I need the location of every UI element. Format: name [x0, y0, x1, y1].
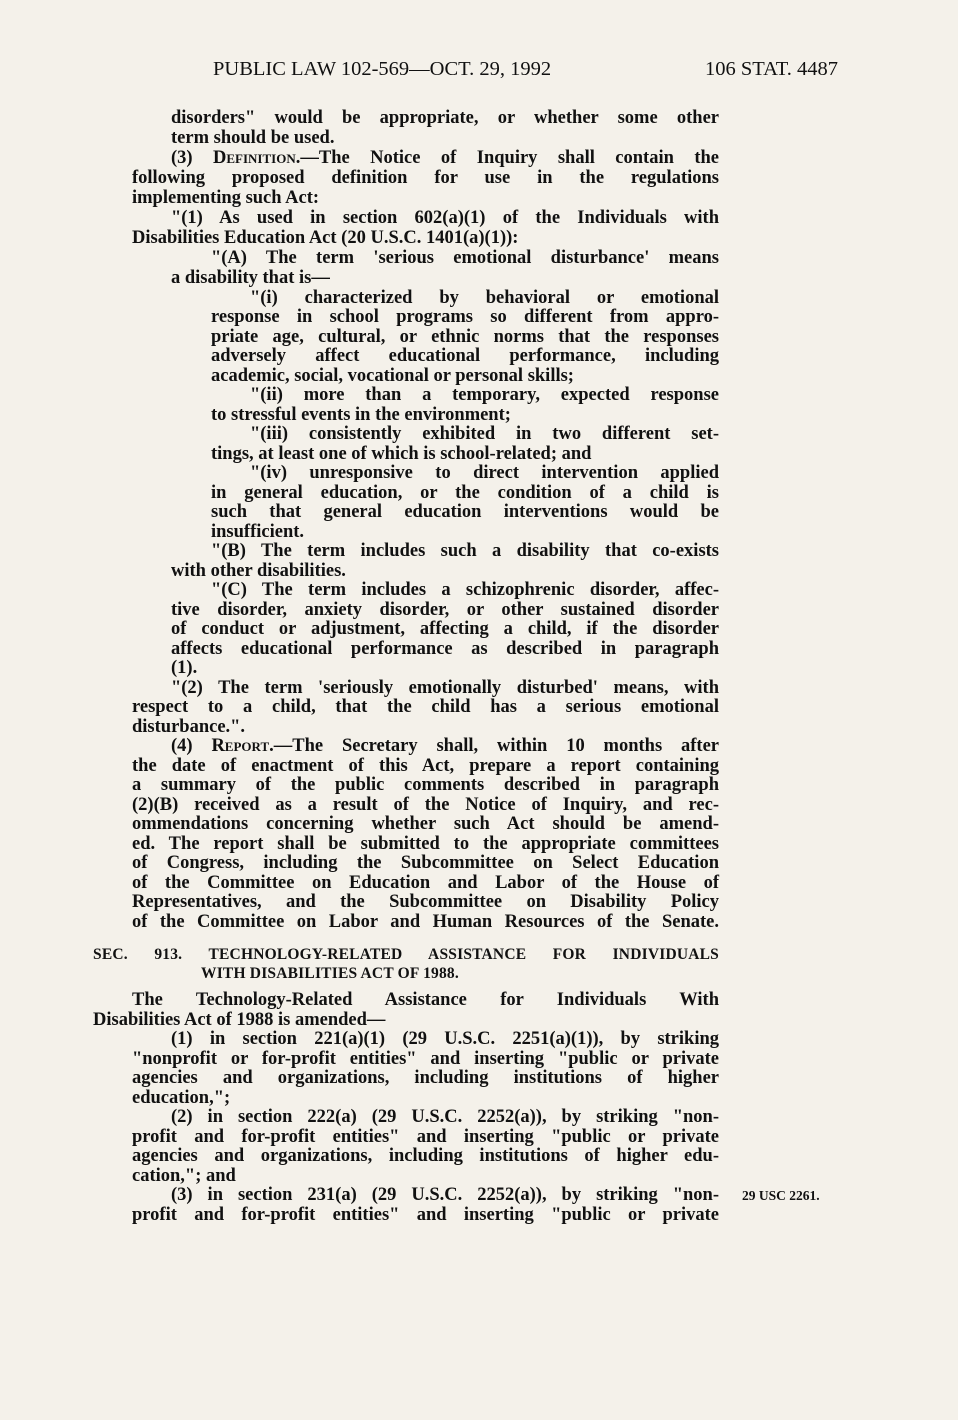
- text-line: of conduct or adjustment, affecting a child, if the disorder: [171, 619, 719, 639]
- text-line: in general education, or the condition of a child is: [211, 483, 719, 503]
- text-line: such that general education interventions would be: [211, 502, 719, 522]
- paragraph-heading-definition: Definition.: [213, 148, 301, 168]
- text-line: Representatives, and the Subcommittee on Disability Policy: [132, 892, 719, 912]
- text-line: (1) in section 221(a)(1) (29 U.S.C. 2251(a)(1)), by striking: [171, 1029, 719, 1049]
- text-line: "(iii) consistently exhibited in two different set-: [250, 424, 719, 444]
- paragraph-text: —The Secretary shall, within 10 months after: [273, 736, 720, 756]
- text-line: Disabilities Act of 1988 is amended—: [93, 1010, 386, 1030]
- text-line: (1).: [171, 658, 198, 678]
- text-line: agencies and organizations, including institutions of higher edu-: [132, 1146, 719, 1166]
- text-line: agencies and organizations, including institutions of higher: [132, 1068, 719, 1088]
- public-law-citation: PUBLIC LAW 102-569—OCT. 29, 1992: [213, 58, 552, 80]
- margin-citation: 29 USC 2261.: [742, 1188, 820, 1203]
- text-line: profit and for-profit entities" and inserting "public or private: [132, 1205, 719, 1225]
- text-line: profit and for-profit entities" and inserting "public or private: [132, 1127, 719, 1147]
- text-line: the date of enactment of this Act, prepare a report containing: [132, 756, 719, 776]
- text-line: adversely affect educational performance, including: [211, 346, 719, 366]
- text-line: cation,"; and: [132, 1166, 236, 1186]
- text-line: Disabilities Education Act (20 U.S.C. 1401(a)(1)):: [132, 228, 519, 248]
- running-header: [0, 58, 958, 88]
- section-heading: SEC. 913. TECHNOLOGY-RELATED ASSISTANCE FOR INDIVIDUALS: [93, 946, 719, 963]
- paragraph-number: (4): [171, 736, 212, 756]
- text-line: education,";: [132, 1088, 231, 1108]
- text-line: (2) in section 222(a) (29 U.S.C. 2252(a)), by striking "non-: [171, 1107, 719, 1127]
- text-line: following proposed definition for use in the regulations: [132, 168, 719, 188]
- text-line: "(1) As used in section 602(a)(1) of the Individuals with: [171, 208, 719, 228]
- text-line: "(ii) more than a temporary, expected response: [250, 385, 719, 405]
- text-line: a summary of the public comments described in paragraph: [132, 775, 719, 795]
- paragraph-number: (3): [171, 148, 214, 168]
- text-line: ommendations concerning whether such Act should be amend-: [132, 814, 719, 834]
- text-line: "nonprofit or for-profit entities" and inserting "public or private: [132, 1049, 719, 1069]
- text-line: disorders" would be appropriate, or whether some other: [171, 108, 719, 128]
- text-line: a disability that is—: [171, 268, 330, 288]
- text-line: (3) in section 231(a) (29 U.S.C. 2252(a)), by striking "non-: [171, 1185, 719, 1205]
- text-line: insufficient.: [211, 522, 305, 542]
- paragraph-text: —The Notice of Inquiry shall contain the: [300, 148, 719, 168]
- text-line: response in school programs so different from appro-: [211, 307, 719, 327]
- text-line: implementing such Act:: [132, 188, 320, 208]
- statute-page-number: 106 STAT. 4487: [705, 58, 838, 80]
- text-line: "(A) The term 'serious emotional disturbance' means: [211, 248, 719, 268]
- text-line: "(2) The term 'seriously emotionally disturbed' means, with: [171, 678, 719, 698]
- text-line: to stressful events in the environment;: [211, 405, 511, 425]
- text-line: respect to a child, that the child has a serious emotional: [132, 697, 719, 717]
- text-line: academic, social, vocational or personal skills;: [211, 366, 574, 386]
- paragraph-heading-report: Report.: [211, 736, 274, 756]
- text-line: tive disorder, anxiety disorder, or other sustained disorder: [171, 600, 719, 620]
- paragraph-line: [171, 148, 719, 168]
- text-line: "(iv) unresponsive to direct intervention applied: [250, 463, 719, 483]
- text-line: term should be used.: [171, 128, 335, 148]
- text-line: of the Committee on Labor and Human Resources of the Senate.: [132, 912, 719, 932]
- text-line: "(C) The term includes a schizophrenic disorder, affec-: [211, 580, 719, 600]
- paragraph-line: [171, 736, 719, 756]
- text-line: ed. The report shall be submitted to the appropriate committees: [132, 834, 719, 854]
- text-line: "(B) The term includes such a disability that co-exists: [211, 541, 719, 561]
- text-line: of Congress, including the Subcommittee on Select Education: [132, 853, 719, 873]
- text-line: of the Committee on Education and Labor of the House of: [132, 873, 719, 893]
- text-line: affects educational performance as described in paragraph: [171, 639, 719, 659]
- section-heading-continued: WITH DISABILITIES ACT OF 1988.: [201, 965, 459, 982]
- text-line: priate age, cultural, or ethnic norms that the responses: [211, 327, 719, 347]
- text-line: "(i) characterized by behavioral or emotional: [250, 288, 719, 308]
- text-line: tings, at least one of which is school-related; and: [211, 444, 592, 464]
- text-line: disturbance.".: [132, 717, 246, 737]
- text-line: with other disabilities.: [171, 561, 346, 581]
- text-line: The Technology-Related Assistance for Individuals With: [132, 990, 719, 1010]
- text-line: (2)(B) received as a result of the Notice of Inquiry, and rec-: [132, 795, 719, 815]
